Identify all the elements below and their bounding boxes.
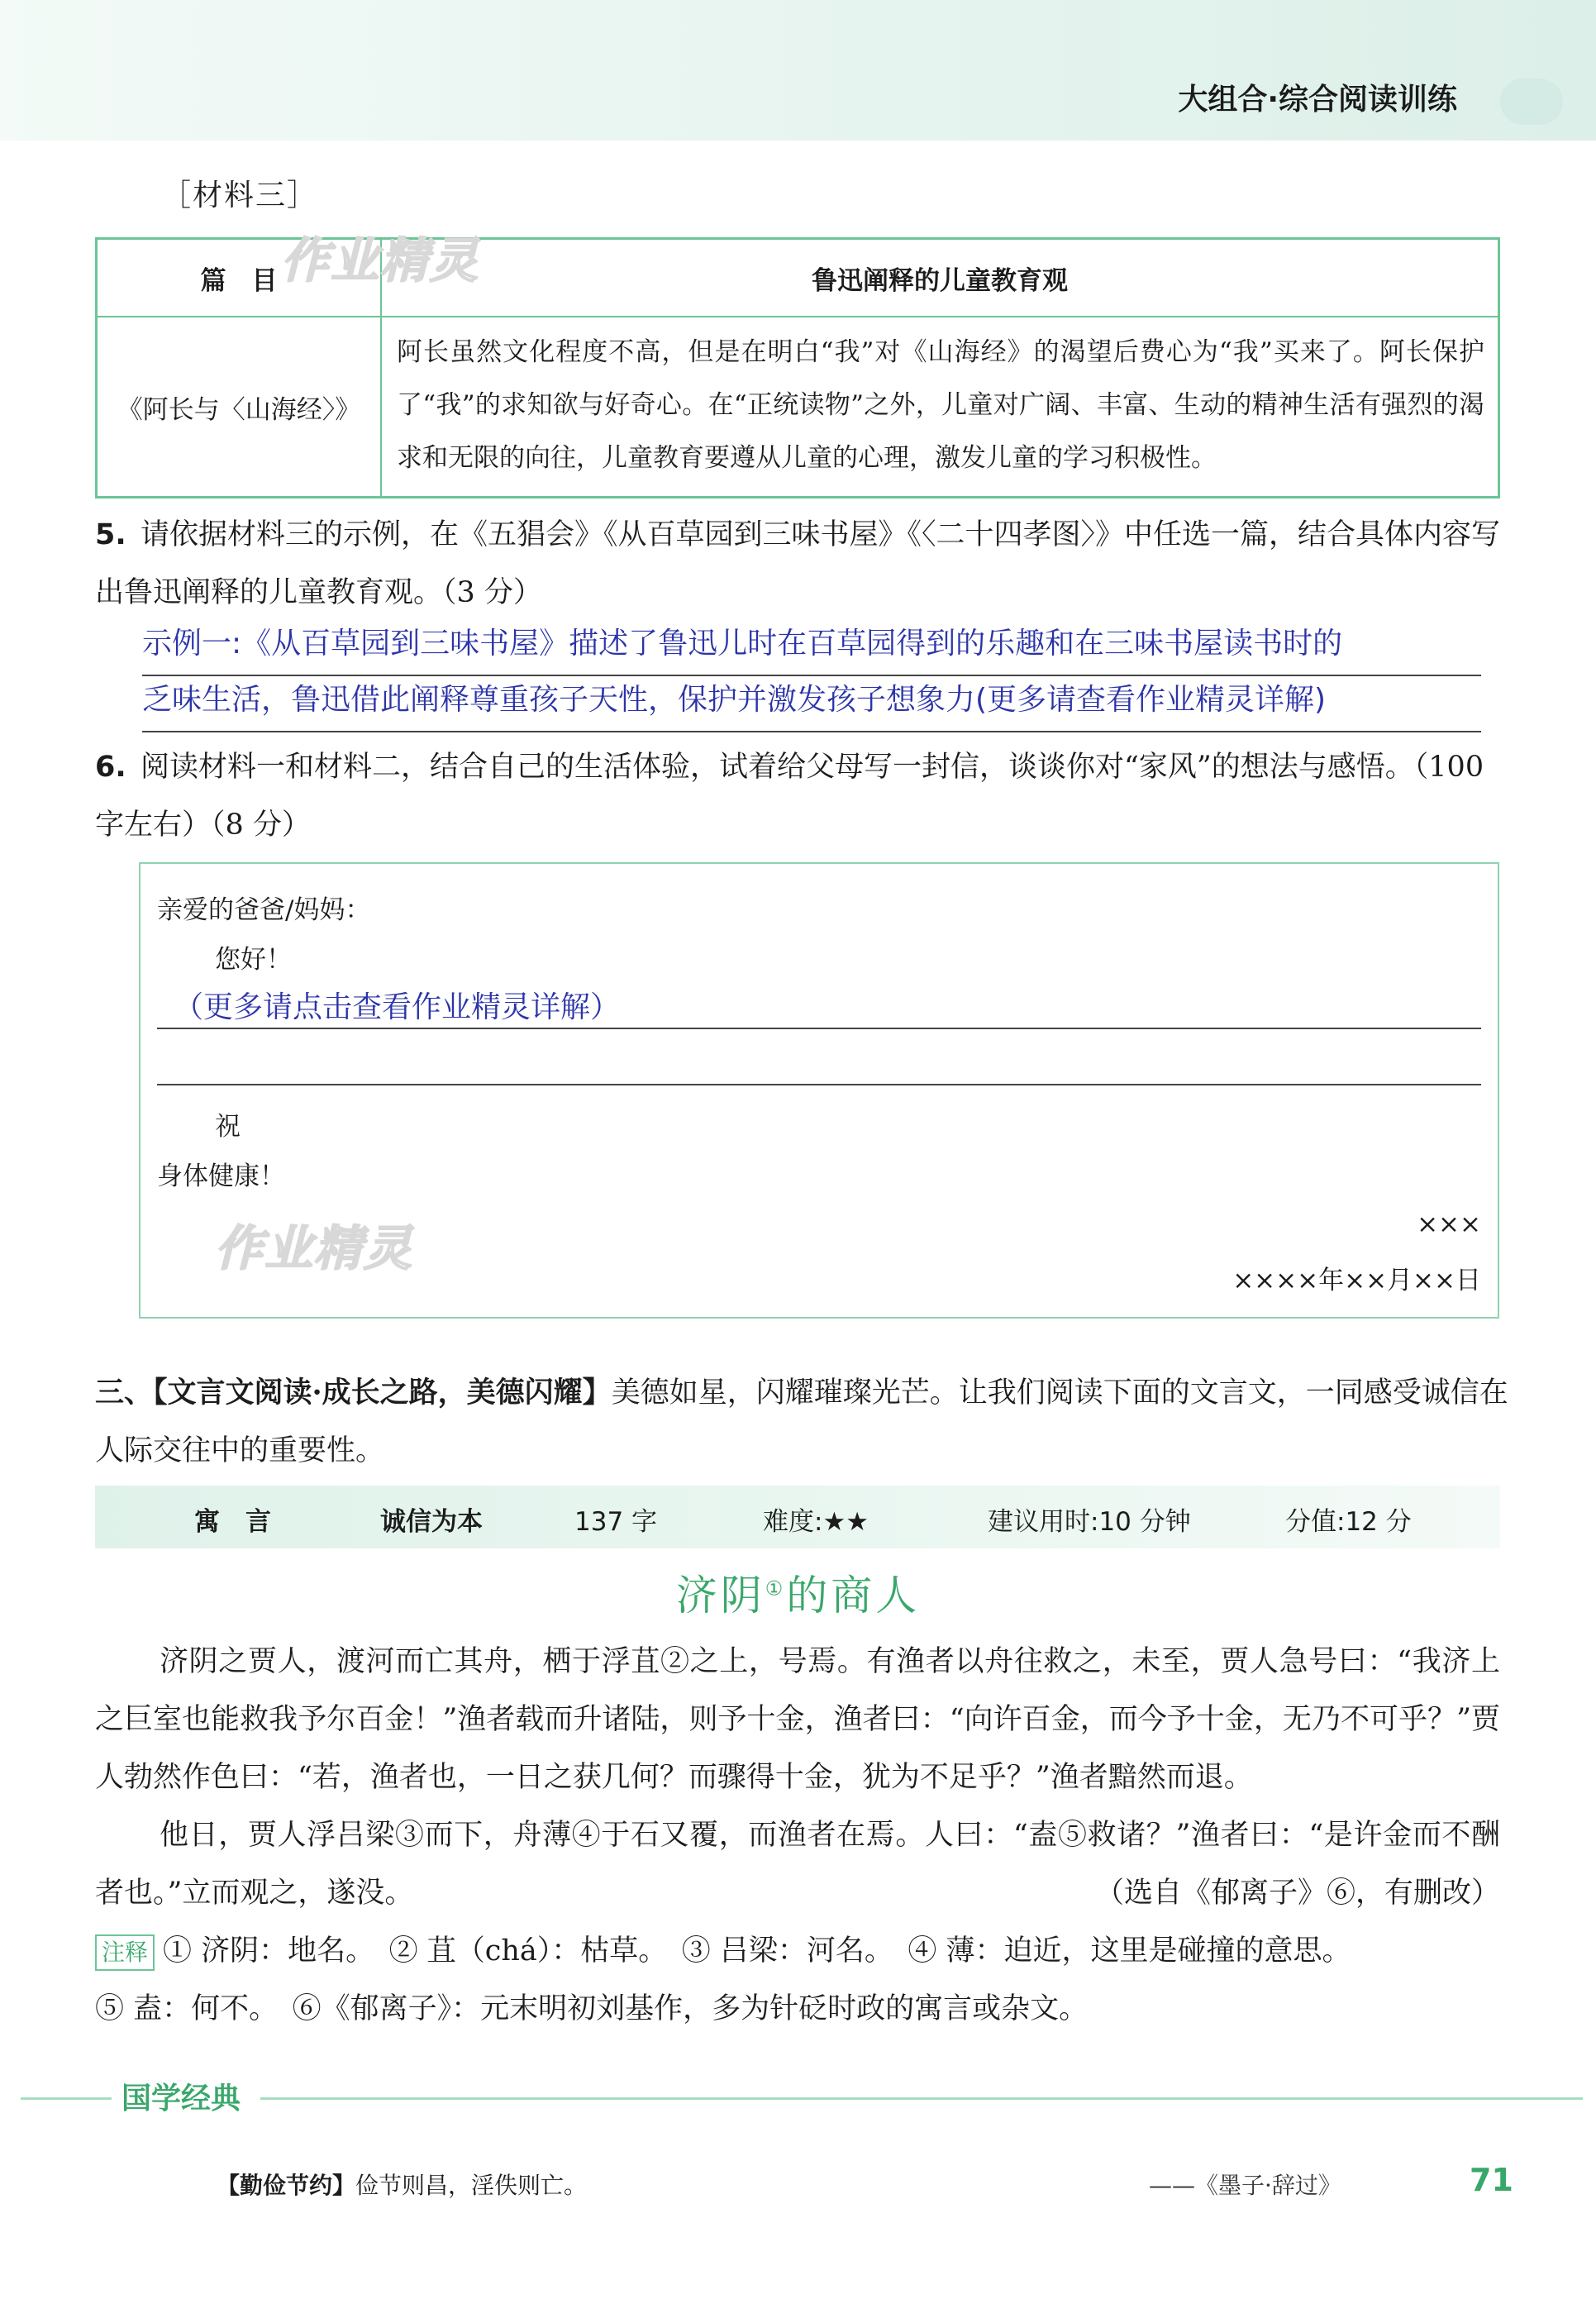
question-6 [95, 738, 1500, 854]
letter-wish-2: 身体健康！ [157, 1162, 285, 1191]
letter-greeting: 您好！ [215, 945, 292, 975]
info-score: 分值:12 分 [1285, 1507, 1412, 1537]
letter-answer: （更多请点击查看作业精灵详解） [174, 990, 621, 1024]
table-cell-title: 《阿长与〈山海经〉》 [97, 317, 382, 498]
question-5-text: 请依据材料三的示例，在《五猖会》《从百草园到三味书屋》《〈二十四孝图〉》中任选一篇，结合具体内容写出鲁迅阐释的儿童教育观。（3 分） [95, 518, 1501, 609]
notes-label: 注释 [95, 1934, 155, 1971]
page-number: 71 [1470, 2162, 1513, 2198]
answer-5-line1: 示例一:《从百草园到三味书屋》描述了鲁迅儿时在百草园得到的乐趣和在三味书屋读书时的 [142, 617, 1481, 676]
letter-wish-1: 祝 [215, 1112, 241, 1142]
letter-date: ××××年××月××日 [1232, 1266, 1481, 1295]
section-3-tag: 三、【文言文阅读·成长之路，美德闪耀】 [95, 1376, 612, 1410]
info-difficulty: 难度:★★ [763, 1507, 869, 1537]
notes-line-1 [95, 1922, 1500, 1980]
info-theme: 诚信为本 [380, 1507, 483, 1537]
page-header-title: 大组合·综合阅读训练 [1178, 83, 1457, 117]
table-header-title: 篇 目 [97, 239, 382, 317]
notes-text-1: ① 济阴：地名。 ② 苴（chá）：枯草。 ③ 吕梁：河名。 ④ 薄：迫近，这里是碰撞的意思。 [163, 1934, 1351, 1968]
classical-title [0, 1562, 1596, 1622]
question-5 [95, 506, 1500, 622]
material3-label: ［材料三］ [161, 179, 319, 212]
question-6-number: 6. [95, 751, 126, 784]
header-decoration [1500, 79, 1563, 125]
info-words: 137 字 [574, 1507, 658, 1537]
table-header-view: 鲁迅阐释的儿童教育观 [381, 239, 1499, 317]
header-band [0, 0, 1596, 141]
watermark: 作业精灵 [215, 1220, 414, 1276]
footer-motto-text: 俭节则昌，淫佚则亡。 [355, 2172, 588, 2199]
classical-title-part2: 的商人 [786, 1572, 921, 1619]
info-bar [95, 1486, 1500, 1548]
letter-salutation: 亲爱的爸爸/妈妈： [157, 895, 371, 925]
footer-motto [217, 2168, 587, 2201]
section-3-text: 美德如星，闪耀璀璨光芒。让我们阅读下面的文言文，一同感受诚信在人际交往中的重要性。 [95, 1376, 1508, 1467]
letter-box [139, 862, 1499, 1319]
answer-5-line2: 乏味生活，鲁迅借此阐释尊重孩子天性，保护并激发孩子想象力(更多请查看作业精灵详解) [142, 673, 1481, 732]
classical-title-part1: 济阴 [675, 1572, 765, 1619]
footer-rule-left [21, 2097, 116, 2100]
question-5-number: 5. [95, 518, 126, 551]
letter-line-1 [157, 1028, 1481, 1029]
footer-motto-tag: 【勤俭节约】 [217, 2172, 356, 2199]
info-time: 建议用时:10 分钟 [988, 1507, 1191, 1537]
letter-signature: ××× [1417, 1209, 1481, 1239]
table-cell-view: 阿长虽然文化程度不高，但是在明白“我”对《山海经》的渴望后费心为“我”买来了。阿长保护了“我”的求知欲与好奇心。在“正统读物”之外，儿童对广阔、丰富、生动的精神生活有强烈的渴求和无限的向往，儿童教育要遵从儿童的心理，激发儿童的学习积极性。 [381, 317, 1499, 498]
question-6-text: 阅读材料一和材料二，结合自己的生活体验，试着给父母写一封信，谈谈你对“家风”的想法与感悟。（100 字左右）（8 分） [95, 751, 1484, 842]
section-3-intro [95, 1364, 1517, 1480]
classical-paragraph-1: 济阴之贾人，渡河而亡其舟，栖于浮苴②之上，号焉。有渔者以舟往救之，未至，贾人急号曰：“我济上之巨室也能救我予尔百金！”渔者载而升诸陆，则予十金，渔者曰：“向许百金，而今予十金，无乃不可乎？”贾人勃然作色曰：“若，渔者也，一日之获几何？而骤得十金，犹为不足乎？”渔者黯然而退。 [95, 1645, 1500, 1794]
classical-source: （选自《郁离子》⑥，有删改） [1094, 1877, 1500, 1910]
classical-paragraph-2: 他日，贾人浮吕梁③而下，舟薄④于石又覆，而渔者在焉。人曰：“盍⑤救诸？”渔者曰：“是许金而不酬者也。”立而观之，遂没。 [95, 1819, 1500, 1910]
watermark: 作业精灵 [281, 232, 480, 289]
footer-source: ——《墨子·辞过》 [1149, 2172, 1341, 2199]
info-genre: 寓 言 [194, 1507, 271, 1537]
letter-line-2 [157, 1084, 1481, 1085]
notes-line-2: ⑤ 盍：何不。 ⑥《郁离子》：元末明初刘基作，多为针砭时政的寓言或杂文。 [95, 1992, 1089, 2025]
footer-section-label: 国学经典 [112, 2075, 250, 2117]
classical-title-note: ① [765, 1577, 787, 1600]
footer-rule-right [260, 2097, 1583, 2100]
